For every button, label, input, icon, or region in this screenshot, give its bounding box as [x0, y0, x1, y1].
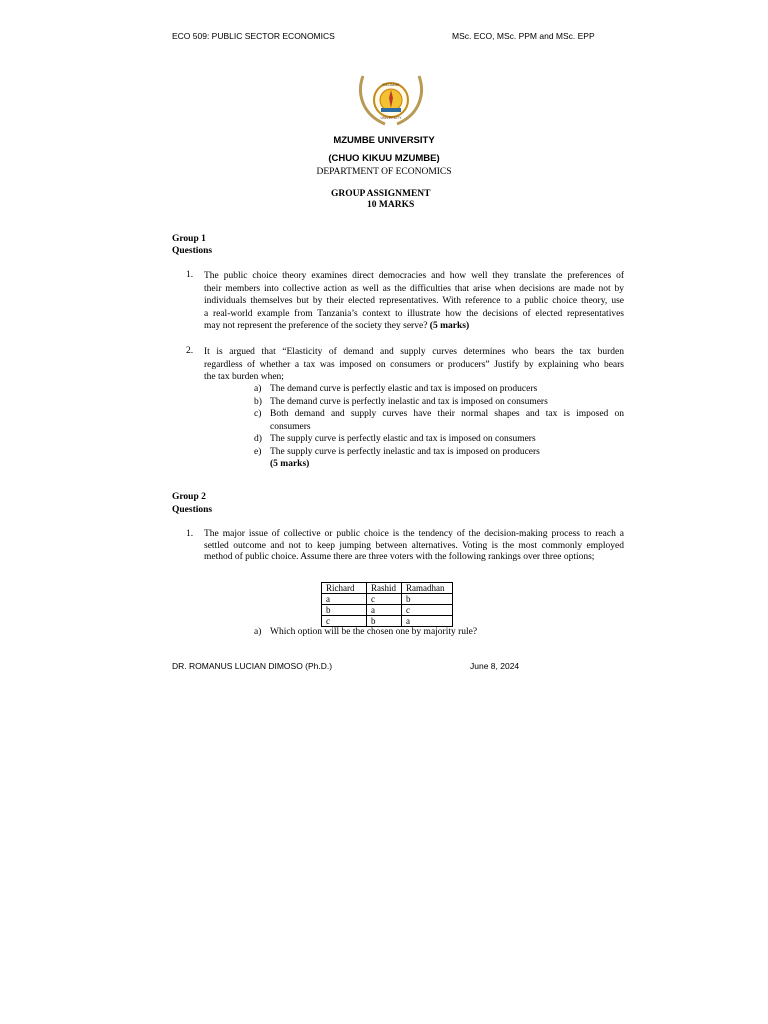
item-text: The supply curve is perfectly inelastic and tax is imposed on producers	[270, 446, 540, 457]
item-text: The demand curve is perfectly inelastic and tax is imposed on consumers	[270, 396, 548, 407]
group1-q2-text	[204, 346, 624, 384]
group1-q2-number: 2.	[186, 346, 194, 356]
table-cell: a	[322, 594, 367, 605]
university-name: MZUMBE UNIVERSITY	[333, 135, 435, 146]
group1-q1-text	[204, 270, 624, 333]
footer-author: DR. ROMANUS LUCIAN DIMOSO (Ph.D.)	[172, 661, 333, 671]
item-text: Both demand and supply curves have their normal shapes and tax is imposed on	[270, 409, 624, 419]
group2-q1-text	[204, 529, 624, 564]
text-line: individuals themselves but by their elected representatives. With reference to a public choice theory, use	[204, 296, 624, 306]
item-text: The supply curve is perfectly elastic and tax is imposed on consumers	[270, 434, 536, 444]
logo-bottom-text: UNIVERSITY	[380, 116, 402, 120]
table-row	[322, 594, 453, 605]
item-letter: d)	[254, 434, 262, 444]
list-item	[254, 396, 624, 409]
column-header: Rashid	[367, 583, 402, 594]
group1-q1-marks: (5 marks)	[429, 321, 470, 331]
list-item	[254, 446, 624, 459]
group2-heading: Group 2	[172, 492, 206, 502]
text-line: The major issue of collective or public choice is the tendency of the decision-making process to reach a	[204, 529, 624, 539]
header-programmes: MSc. ECO, MSc. PPM and MSc. EPP	[452, 31, 595, 41]
list-item	[254, 433, 624, 446]
column-header: Ramadhan	[402, 583, 453, 594]
voter-rankings-table	[321, 582, 453, 627]
table-row	[322, 605, 453, 616]
text-line: regardless of whether a tax was imposed on consumers or producers” Justify by explaining who bears	[204, 359, 624, 370]
column-header: Richard	[322, 583, 367, 594]
header-course: ECO 509: PUBLIC SECTOR ECONOMICS	[172, 31, 335, 41]
group1-subheading: Questions	[172, 246, 213, 256]
department-name: DEPARTMENT OF ECONOMICS	[316, 167, 452, 177]
table-cell: b	[367, 616, 402, 627]
text-line: settled outcome and not to keep jumping between alternatives. Voting is the most commonly employed	[204, 540, 624, 551]
text-line: may not represent the preference of the society they serve?	[204, 321, 428, 331]
table-header-row	[322, 583, 453, 594]
text-line: a real-world example from Tanzania’s context to illustrate how the decisions of elected representatives	[204, 308, 624, 319]
item-text: consumers	[270, 421, 311, 432]
table-cell: b	[322, 605, 367, 616]
item-letter: a)	[254, 384, 262, 394]
list-item-continuation	[254, 421, 624, 434]
group1-heading: Group 1	[172, 234, 206, 244]
assignment-marks: 10 MARKS	[367, 200, 415, 210]
table-row	[322, 616, 453, 627]
list-item-continuation	[254, 458, 624, 471]
text-line: The public choice theory examines direct democracies and how well they translate the preferences of	[204, 271, 624, 281]
footer-date: June 8, 2024	[470, 661, 520, 671]
group1-q2-marks: (5 marks)	[270, 459, 310, 469]
item-text: The demand curve is perfectly elastic and tax is imposed on producers	[270, 384, 538, 394]
group1-q2-subitems	[254, 383, 624, 471]
group2-q1-number: 1.	[186, 529, 194, 539]
item-letter: b)	[254, 396, 262, 407]
table-cell: c	[322, 616, 367, 627]
table-cell: a	[402, 616, 453, 627]
group2-sub-a	[254, 627, 477, 637]
university-swahili-name: (CHUO KIKUU MZUMBE)	[328, 153, 440, 164]
list-item	[254, 408, 624, 421]
group2-subheading: Questions	[172, 505, 213, 515]
item-letter: e)	[254, 446, 262, 457]
voter-rankings-table-wrap	[321, 582, 453, 627]
text-line: It is argued that “Elasticity of demand and supply curves determines who bears the tax burden	[204, 347, 624, 357]
university-logo	[355, 72, 427, 130]
assignment-title: GROUP ASSIGNMENT	[331, 189, 431, 199]
table-cell: b	[402, 594, 453, 605]
table-cell: c	[367, 594, 402, 605]
table-cell: c	[402, 605, 453, 616]
text-line: method of public choice. Assume there are three voters with the following rankings over three options;	[204, 552, 595, 562]
item-text: Which option will be the chosen one by majority rule?	[270, 627, 478, 637]
group1-q1-number: 1.	[186, 270, 194, 280]
list-item	[254, 383, 624, 396]
logo-top-text: MZUMBE	[382, 82, 400, 87]
text-line: their members into collective action as well as the difficulties that arise when decisions are made not by	[204, 283, 624, 294]
item-letter: c)	[254, 409, 262, 419]
text-line: the tax burden when;	[204, 372, 284, 382]
item-letter: a)	[254, 627, 262, 637]
table-cell: a	[367, 605, 402, 616]
